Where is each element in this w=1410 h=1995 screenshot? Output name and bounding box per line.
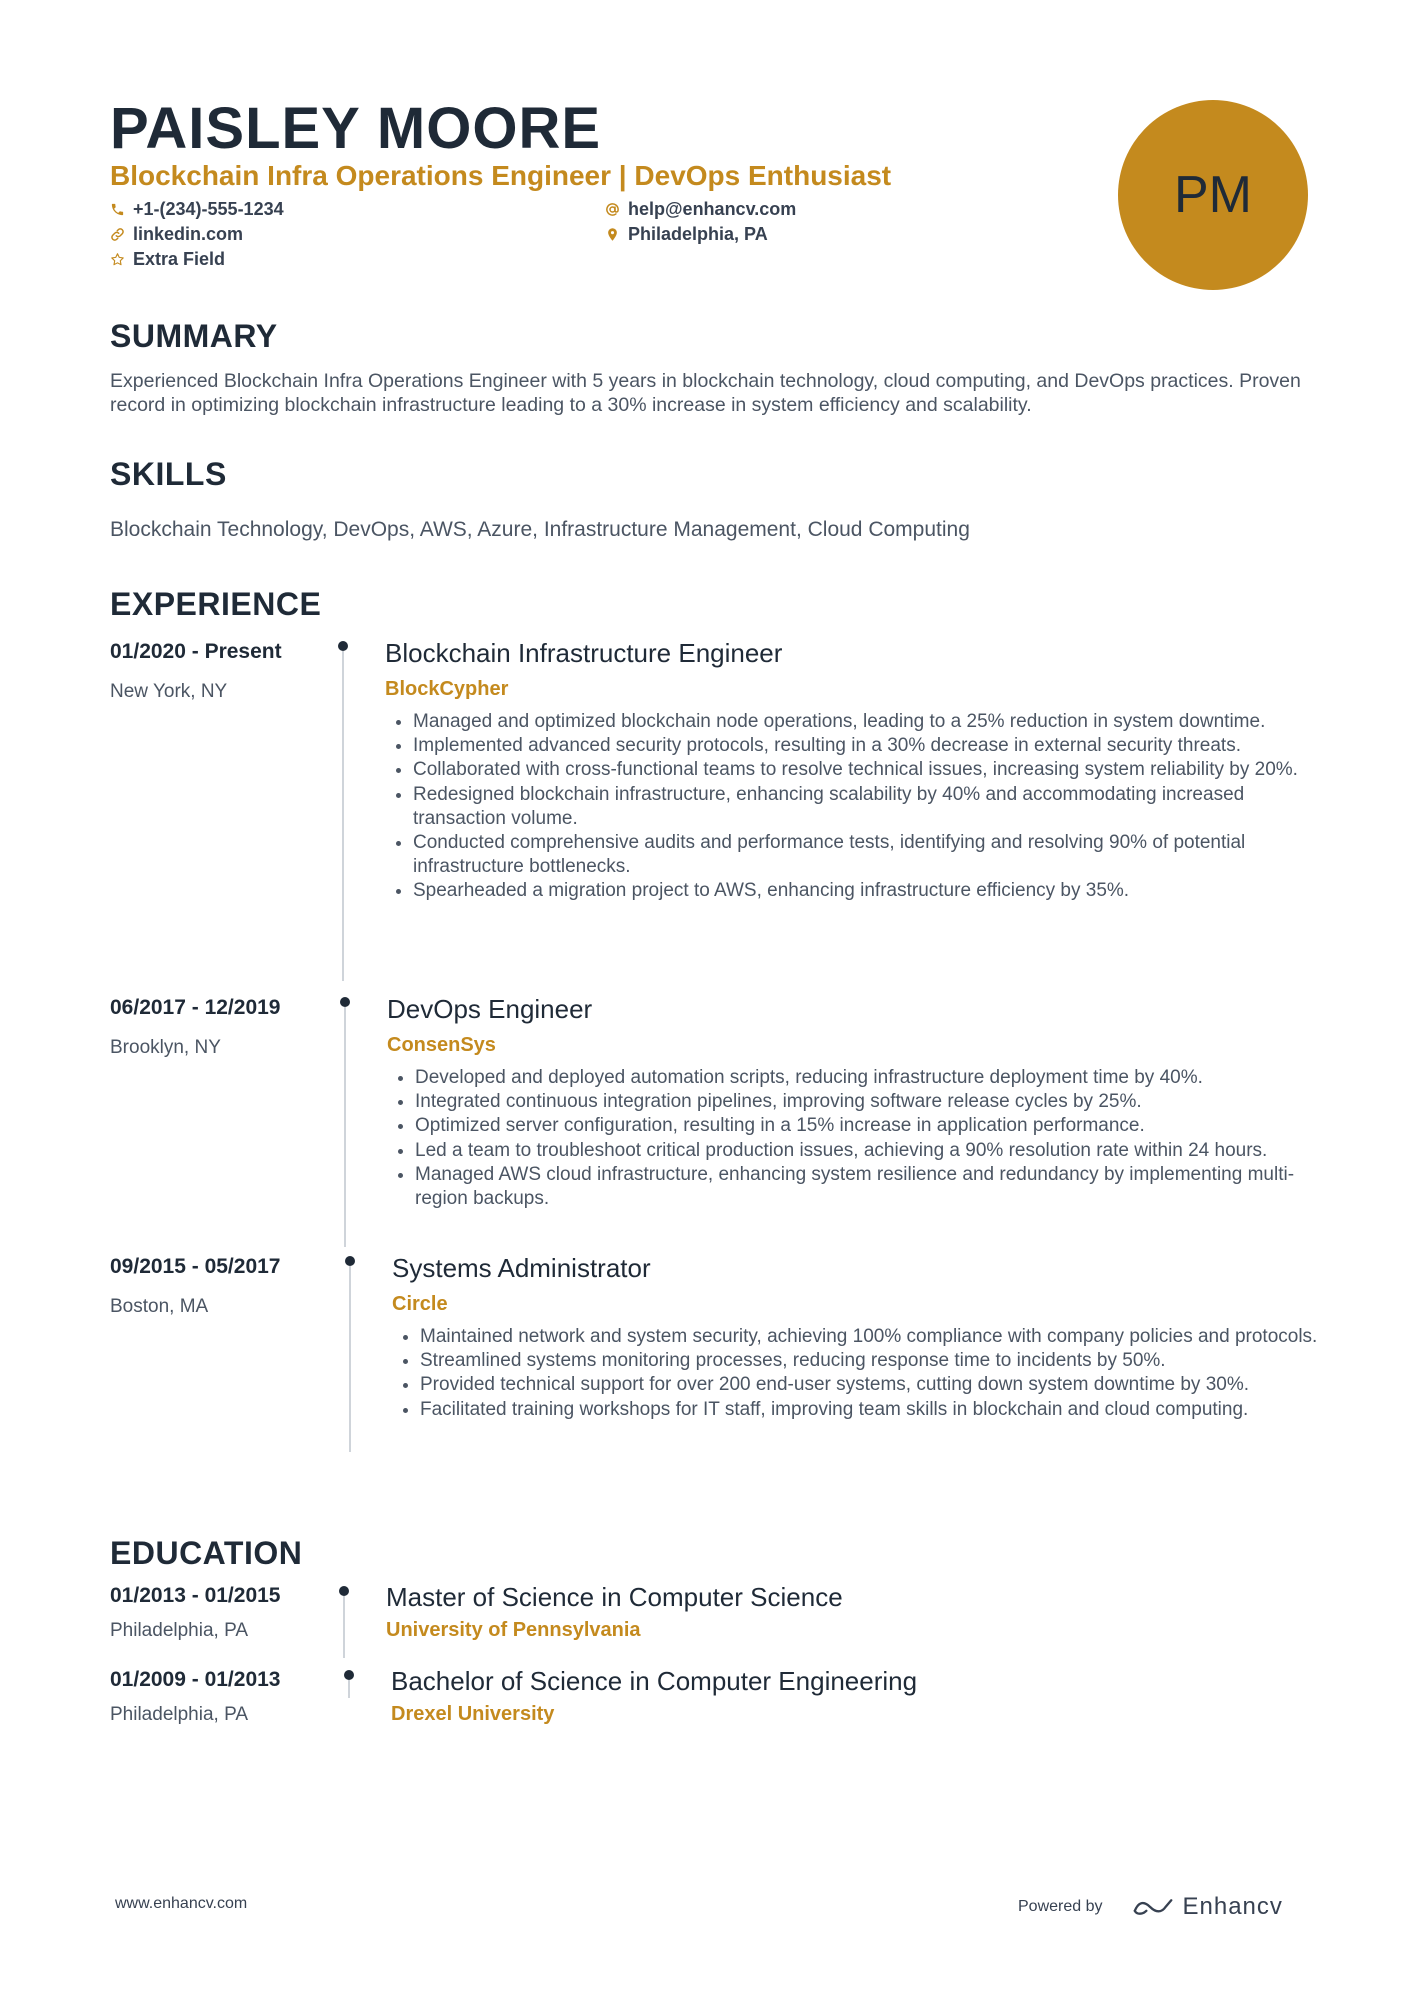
bullet-item: • Managed AWS cloud infrastructure, enhancing system resilience and redundancy by implementing multi-region backups.: [415, 1163, 1325, 1211]
experience-company: Circle: [392, 1293, 448, 1315]
experience-bullets: [392, 1325, 1325, 1422]
education-date: 01/2009 - 01/2013: [110, 1668, 281, 1691]
link-icon: [110, 227, 125, 242]
timeline-line: [344, 1007, 346, 1247]
bullet-item: • Led a team to troubleshoot critical production issues, achieving a 90% resolution rate within 24 hours.: [415, 1139, 1325, 1163]
experience-company: ConsenSys: [387, 1034, 496, 1056]
education-date: 01/2013 - 01/2015: [110, 1584, 281, 1607]
footer-powered-by[interactable]: [1018, 1893, 1283, 1921]
timeline-line: [348, 1680, 350, 1698]
summary-text: Experienced Blockchain Infra Operations Engineer with 5 years in blockchain technology, cloud computing, and DevOps practices. Proven record in optimizing blockchain infrastructure leading to a 30% increase in system efficiency and scalability.: [110, 370, 1301, 416]
bullet-item: • Conducted comprehensive audits and performance tests, identifying and resolving 90% of potential infrastructure bottlenecks.: [413, 831, 1318, 879]
enhancv-brand: Enhancv: [1182, 1893, 1283, 1920]
timeline-dot: [339, 1586, 349, 1596]
experience-role: DevOps Engineer: [387, 994, 593, 1024]
experience-date: 09/2015 - 05/2017: [110, 1255, 281, 1278]
footer-website[interactable]: www.enhancv.com: [115, 1895, 248, 1912]
contact-extra: [110, 249, 225, 270]
contact-email-text: help@enhancv.com: [628, 199, 797, 219]
location-pin-icon: [605, 227, 620, 242]
education-location: Philadelphia, PA: [110, 1620, 249, 1641]
contact-location: [605, 224, 768, 245]
experience-location: New York, NY: [110, 681, 228, 702]
bullet-item: • Implemented advanced security protocols, resulting in a 30% decrease in external security threats.: [413, 734, 1318, 758]
timeline-line: [342, 651, 344, 981]
timeline-dot: [338, 641, 348, 651]
timeline-line: [349, 1266, 351, 1452]
timeline-dot: [344, 1670, 354, 1680]
contact-website[interactable]: [110, 224, 243, 245]
bullet-item: • Redesigned blockchain infrastructure, enhancing scalability by 40% and accommodating increased transaction volume.: [413, 783, 1318, 831]
phone-icon: [110, 202, 125, 217]
experience-bullets: [387, 1066, 1325, 1211]
skills-heading: SKILLS: [110, 456, 227, 492]
experience-location: Boston, MA: [110, 1296, 209, 1317]
experience-heading: EXPERIENCE: [110, 586, 322, 622]
education-degree: Bachelor of Science in Computer Engineering: [391, 1666, 918, 1696]
bullet-item: • Facilitated training workshops for IT staff, improving team skills in blockchain and cloud computing.: [420, 1398, 1325, 1422]
education-heading: EDUCATION: [110, 1535, 303, 1571]
education-degree: Master of Science in Computer Science: [386, 1582, 843, 1612]
education-location: Philadelphia, PA: [110, 1704, 249, 1725]
education-school: Drexel University: [391, 1703, 555, 1725]
skills-text: Blockchain Technology, DevOps, AWS, Azure, Infrastructure Management, Cloud Computing: [110, 518, 970, 541]
star-icon: [110, 252, 125, 267]
bullet-item: • Maintained network and system security, achieving 100% compliance with company policies and protocols.: [420, 1325, 1325, 1349]
experience-company: BlockCypher: [385, 678, 509, 700]
bullet-item: • Managed and optimized blockchain node operations, leading to a 25% reduction in system downtime.: [413, 710, 1318, 734]
bullet-item: • Spearheaded a migration project to AWS, enhancing infrastructure efficiency by 35%.: [413, 879, 1318, 903]
timeline-dot: [345, 1256, 355, 1266]
contact-website-text: linkedin.com: [133, 224, 244, 244]
contact-extra-text: Extra Field: [133, 249, 226, 269]
education-school: University of Pennsylvania: [386, 1619, 641, 1641]
bullet-item: • Streamlined systems monitoring processes, reducing response time to incidents by 50%.: [420, 1349, 1325, 1373]
experience-date: 01/2020 - Present: [110, 640, 282, 663]
avatar: [1118, 100, 1308, 290]
timeline-dot: [340, 997, 350, 1007]
bullet-item: • Integrated continuous integration pipelines, improving software release cycles by 25%.: [415, 1090, 1325, 1114]
experience-role: Systems Administrator: [392, 1253, 651, 1283]
candidate-headline: Blockchain Infra Operations Engineer | DevOps Enthusiast: [110, 160, 892, 191]
summary-heading: SUMMARY: [110, 318, 278, 354]
contact-phone-text: +1-(234)-555-1234: [133, 199, 284, 219]
experience-bullets: [385, 710, 1318, 904]
contact-location-text: Philadelphia, PA: [628, 224, 768, 244]
bullet-item: • Collaborated with cross-functional teams to resolve technical issues, increasing system reliability by 20%.: [413, 758, 1318, 782]
timeline-line: [343, 1596, 345, 1658]
powered-by-label: Powered by: [1018, 1898, 1103, 1915]
experience-role: Blockchain Infrastructure Engineer: [385, 638, 783, 668]
bullet-item: • Provided technical support for over 200 end-user systems, cutting down system downtime by 30%.: [420, 1373, 1325, 1397]
avatar-initials: PM: [1174, 166, 1252, 224]
at-icon: [605, 202, 620, 217]
contact-email[interactable]: [605, 199, 796, 220]
experience-date: 06/2017 - 12/2019: [110, 996, 281, 1019]
bullet-item: • Developed and deployed automation scripts, reducing infrastructure deployment time by 40%.: [415, 1066, 1325, 1090]
bullet-item: • Optimized server configuration, resulting in a 15% increase in application performance.: [415, 1114, 1325, 1138]
enhancv-logo-icon: [1131, 1895, 1177, 1919]
contact-phone[interactable]: [110, 199, 284, 220]
experience-location: Brooklyn, NY: [110, 1037, 221, 1058]
candidate-name: PAISLEY MOORE: [110, 96, 602, 161]
